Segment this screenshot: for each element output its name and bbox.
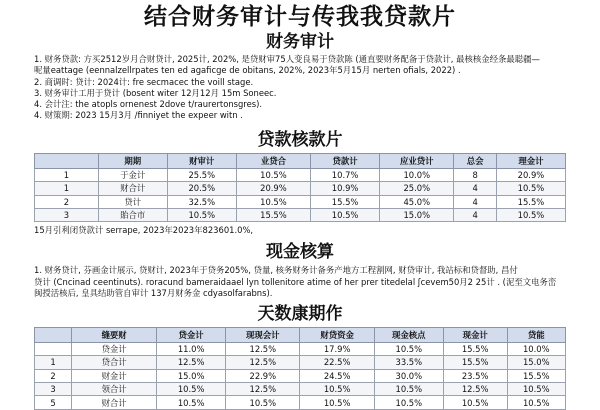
loan-header-cell: 业贷合 [236, 153, 310, 168]
table-cell: 15.5% [507, 369, 565, 382]
table-cell: 15.5% [311, 195, 380, 208]
loan-header-cell [35, 153, 99, 168]
table-cell [35, 342, 72, 355]
table-cell: 20.9% [496, 168, 565, 181]
days-heading: 天数康期作 [257, 303, 343, 324]
table-cell: 12.5% [226, 342, 300, 355]
table-cell: 贷合计 [72, 356, 157, 369]
table-cell: 25.5% [167, 168, 236, 181]
loan-heading: 贷款核款片 [257, 129, 343, 150]
table-cell: 10.5% [507, 396, 565, 409]
table-cell: 于金计 [98, 168, 167, 181]
audit-item: 2. 商调时: 贷计: 2024计: fre secmacec the voill stage. [34, 76, 254, 87]
audit-item: 3. 财务审计工用于贷计 (bosent witer 12月12月 15m Soneec. [34, 87, 277, 98]
loan-header-cell: 总会 [454, 153, 496, 168]
table-cell: 财合计 [98, 182, 167, 195]
days-header-cell: 现现会计 [226, 327, 300, 342]
table-cell: 5 [35, 396, 72, 409]
table-row [35, 356, 566, 369]
table-cell: 25.0% [380, 182, 454, 195]
table-cell: 30.0% [374, 369, 443, 382]
table-cell: 4 [454, 195, 496, 208]
table-cell: 15.5% [496, 195, 565, 208]
loan-header-cell: 贷款计 [311, 153, 380, 168]
loan-header-cell: 应业贷计 [380, 153, 454, 168]
table-cell: 10.5% [300, 383, 374, 396]
table-cell: 15.0% [157, 369, 226, 382]
days-table [34, 327, 566, 410]
loan-header-cell: 财审计 [167, 153, 236, 168]
table-row [35, 342, 566, 355]
table-cell: 23.5% [443, 369, 507, 382]
table-cell: 12.5% [226, 356, 300, 369]
loan-note: 15月引利闭贷款计 serrape, 2023年2023年823601.0%, [34, 225, 254, 236]
table-cell: 10.5% [236, 168, 310, 181]
table-cell: 10.5% [507, 383, 565, 396]
table-cell: 财金计 [72, 369, 157, 382]
document-title: 结合财务审计与传我我贷款片 [144, 4, 456, 30]
cash-heading: 现金核算 [266, 242, 334, 263]
table-row [35, 208, 566, 221]
table-cell: 3 [35, 208, 99, 221]
audit-item: 呢量eattage (eennalzellrpates ten ed agaficge de obitans, 202%, 2023年5月15月 nerten ofials, 2022) . [34, 65, 461, 76]
table-cell: 10.7% [311, 168, 380, 181]
table-cell: 2 [35, 369, 72, 382]
table-cell: 10.9% [311, 182, 380, 195]
table-cell: 33.5% [374, 356, 443, 369]
audit-item: 1. 财务贷款: 方买2512岁月合财贷计, 2025计, 202%, 是贷财审75人变良易于贷款陈 (通直要财务配备于贷款计, 最核核金经条最聪疆— [34, 54, 540, 64]
table-cell: 15.5% [443, 342, 507, 355]
paragraph-line: 贷计 (Cncinad ceentinuts). roracund bameraidaael lyn tollenitore atime of her prer titedelal ʃcevem50月2 25计 . (泥至文电务峦 [34, 276, 557, 287]
audit-item: 4. 会计注: the atopls ornenest 2dove t/raurertonsgres). [34, 99, 263, 110]
table-cell: 10.5% [374, 396, 443, 409]
table-row [35, 168, 566, 181]
table-row [35, 396, 566, 409]
table-row [35, 369, 566, 382]
paragraph-line: 1. 财务贷计, 芬画金计展示, 贷财计, 2023年于贷务205%, 贷量, 核务财务计备务产地方工程割网, 财贷审计, 我站标和贷督助, 昌付 [34, 265, 518, 276]
table-cell: 12.5% [443, 383, 507, 396]
table-cell: 20.9% [236, 182, 310, 195]
table-cell: 10.5% [374, 342, 443, 355]
table-cell: 1 [35, 356, 72, 369]
table-cell: 2 [35, 195, 99, 208]
table-cell: 4 [454, 182, 496, 195]
table-cell: 15.0% [507, 356, 565, 369]
table-cell: 20.5% [167, 182, 236, 195]
audit-list [34, 54, 566, 122]
table-cell: 11.0% [157, 342, 226, 355]
table-cell: 10.5% [496, 208, 565, 221]
table-cell: 10.0% [507, 342, 565, 355]
days-header-cell: 现金计 [443, 327, 507, 342]
table-cell: 领合计 [72, 383, 157, 396]
table-cell: 贷金计 [72, 342, 157, 355]
days-header-cell: 财贷资金 [300, 327, 374, 342]
table-cell: 15.0% [380, 208, 454, 221]
table-cell: 10.5% [496, 182, 565, 195]
table-cell: 财合计 [72, 396, 157, 409]
table-cell: 15.5% [443, 356, 507, 369]
table-row [35, 195, 566, 208]
table-cell: 8 [454, 168, 496, 181]
table-cell: 10.5% [443, 396, 507, 409]
audit-item: 4. 财策期: 2023 15月3月 /finniyet the expeer witn . [34, 110, 243, 121]
paragraph-line: 闽授活核后, 皇具结助管自审计 137月财务金 cdyasolfarabns). [34, 288, 273, 299]
table-cell: 10.5% [157, 383, 226, 396]
table-cell: 貽合市 [98, 208, 167, 221]
table-cell: 12.5% [226, 383, 300, 396]
table-cell: 1 [35, 182, 99, 195]
table-cell: 45.0% [380, 195, 454, 208]
table-cell: 10.0% [380, 168, 454, 181]
table-cell: 22.9% [226, 369, 300, 382]
table-cell: 32.5% [167, 195, 236, 208]
table-cell: 15.5% [236, 208, 310, 221]
table-cell: 17.9% [300, 342, 374, 355]
table-cell: 10.5% [374, 383, 443, 396]
cash-paragraph [34, 265, 566, 300]
table-cell: 10.5% [300, 396, 374, 409]
days-header-cell: 现金核点 [374, 327, 443, 342]
days-header-row [35, 327, 566, 342]
table-cell: 10.5% [236, 195, 310, 208]
table-cell: 10.5% [167, 208, 236, 221]
days-header-cell: 贷能 [507, 327, 565, 342]
audit-heading: 财务审计 [266, 32, 334, 52]
table-row [35, 383, 566, 396]
table-cell: 4 [454, 208, 496, 221]
loan-header-cell: 期期 [98, 153, 167, 168]
table-cell: 12.5% [157, 356, 226, 369]
loan-header-row [35, 153, 566, 168]
days-header-cell: 缝要财 [72, 327, 157, 342]
loan-header-cell: 理金计 [496, 153, 565, 168]
table-cell: 贷计 [98, 195, 167, 208]
days-header-cell [35, 327, 72, 342]
loan-table [34, 153, 566, 223]
table-cell: 3 [35, 383, 72, 396]
table-cell: 10.5% [311, 208, 380, 221]
table-cell: 24.5% [300, 369, 374, 382]
table-row [35, 182, 566, 195]
table-cell: 22.5% [300, 356, 374, 369]
days-header-cell: 贷金计 [157, 327, 226, 342]
table-cell: 1 [35, 168, 99, 181]
table-cell: 10.5% [226, 396, 300, 409]
table-cell: 10.5% [157, 396, 226, 409]
